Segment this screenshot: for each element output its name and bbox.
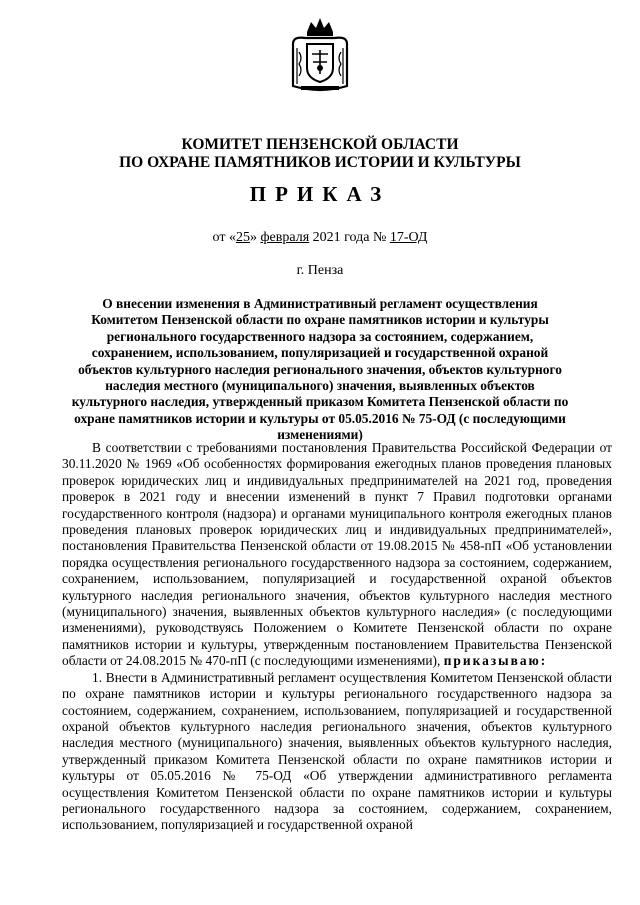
date-month: февраля: [260, 230, 310, 245]
date-year: 2021 года №: [309, 230, 390, 245]
paragraph-preamble: [62, 440, 612, 670]
date-mid: »: [249, 230, 261, 245]
paragraph-item-1: 1. Внести в Административный регламент осуществления Комитетом Пензенской области по охране памятников истории и культуры регионального государственного надзора за состоянием, содержанием, сохранением, использованием, популяризацией и государственной охраной объектов культурного наследия регионального значения, объектов культурного наследия местного (муниципального) значения, выявленных объектов культурного наследия, утвержденный приказом Комитета Пензенской области по охране памятников истории и культуры от 05.05.2016 № 75-ОД «Об утверждении административного регламента осуществления Комитетом Пензенской области по охране памятников истории и культуры регионального государственного надзора за состоянием, содержанием, сохранением, использованием, популяризацией и государственной охраной: [62, 669, 612, 833]
city: г. Пенза: [296, 263, 344, 278]
org-name-line1: КОМИТЕТ ПЕНЗЕНСКОЙ ОБЛАСТИ: [181, 136, 459, 153]
org-name-line2: ПО ОХРАНЕ ПАМЯТНИКОВ ИСТОРИИ И КУЛЬТУРЫ: [119, 154, 521, 171]
order-word: приказываю:: [443, 653, 548, 669]
date-line: [0, 230, 640, 246]
date-prefix: от «: [212, 230, 236, 245]
document-body: [62, 440, 612, 834]
document-type: ПРИКАЗ: [249, 182, 391, 206]
document-number: 17-ОД: [389, 230, 428, 245]
coat-of-arms-icon: [285, 14, 355, 94]
date-day: 25: [235, 230, 250, 245]
document-title: О внесении изменения в Административный регламент осуществления Комитетом Пензенской области по охране памятников истории и культуры регионального государственного надзора за состоянием, содержанием, сохранением, использованием, популяризацией и государственной охраной объектов культурного наследия регионального значения, объектов культурного наследия местного (муниципального) значения, выявленных объектов культурного наследия, утвержденный приказом Комитета Пензенской области по охране памятников истории и культуры от 05.05.2016 № 75-ОД (с последующими изменениями): [71, 296, 569, 443]
preamble-text: В соответствии с требованиями постановления Правительства Российской Федерации от 30.11.2020 № 1969 «Об особенностях формирования ежегодных планов проведения плановых проверок юридических лиц и индивидуальных предпринимателей на 2021 год, проведения проверок в 2021 году и внесении изменений в пункт 7 Правил подготовки органами государственного контроля (надзора) и органами муниципального контроля ежегодных планов проведения плановых проверок юридических лиц и индивидуальных предпринимателей», постановления Правительства Пензенской области от 19.08.2015 № 458-пП «Об установлении порядка осуществления регионального государственного надзора за состоянием, содержанием, сохранением, использованием, популяризацией и государственной охраной объектов культурного наследия регионального значения, объектов культурного наследия местного (муниципального) значения, выявленных объектов культурного наследия» (с последующими изменениями), руководствуясь Положением о Комитете Пензенской области по охране памятников истории и культуры, утвержденным постановлением Правительства Пензенской области от 24.08.2015 № 470-пП (с последующими изменениями),: [62, 440, 612, 669]
